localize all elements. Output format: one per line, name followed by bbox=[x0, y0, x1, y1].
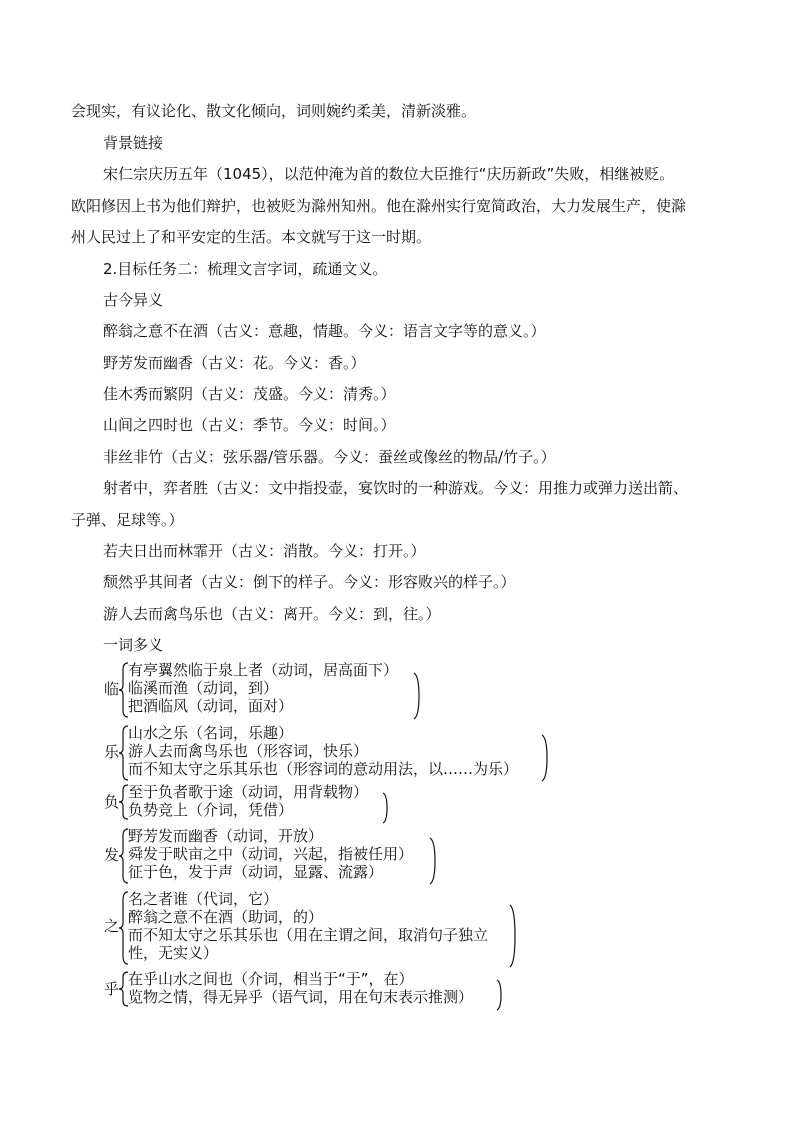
paragraph-text: 州人民过上了和平安定的生活。本文就写于这一时期。 bbox=[71, 228, 432, 246]
yici-entry: 有亭翼然临于泉上者（动词，居高面下） bbox=[128, 661, 399, 679]
yici-entry: 而不知太守之乐其乐也（形容词的意动用法，以……为乐） bbox=[128, 760, 519, 778]
yici-char: 发 bbox=[104, 846, 120, 864]
gujin-item: 若夫日出而林霏开（古义：消散。今义：打开。） bbox=[103, 542, 426, 560]
yici-char: 乎 bbox=[104, 980, 120, 998]
yici-char: 之 bbox=[104, 917, 120, 935]
yici-entry: 征于色，发于声（动词，显露、流露） bbox=[128, 863, 384, 881]
right-bracket-icon bbox=[381, 792, 391, 824]
yici-entry: 山水之乐（名词，乐趣） bbox=[128, 724, 294, 742]
yici-char: 负 bbox=[104, 793, 120, 811]
yici-entry: 而不知太守之乐其乐也（用在主谓之间，取消句子独立 bbox=[128, 926, 489, 944]
right-bracket-icon bbox=[412, 672, 422, 720]
yici-entry: 醉翁之意不在酒（助词，的） bbox=[128, 908, 324, 926]
section-heading-background: 背景链接 bbox=[103, 134, 164, 152]
yici-entry-continuation: 性，无实义） bbox=[128, 944, 219, 962]
gujin-item-continuation: 子弹、足球等。） bbox=[71, 511, 184, 529]
gujin-item: 颓然乎其间者（古义：倒下的样子。今义：形容败兴的样子。） bbox=[103, 573, 516, 591]
yici-entry: 负势竞上（介词，凭借） bbox=[128, 801, 294, 819]
gujin-item: 非丝非竹（古义：弦乐器/管乐器。今义：蚕丝或像丝的物品/竹子。） bbox=[103, 448, 556, 466]
yici-entry: 在乎山水之间也（介词，相当于“于”，在） bbox=[128, 970, 414, 988]
gujin-item: 醉翁之意不在酒（古义：意趣，情趣。今义：语言文字等的意义。） bbox=[103, 322, 546, 340]
yici-entry: 览物之情，得无异乎（语气词，用在句末表示推测） bbox=[128, 988, 474, 1006]
right-bracket-icon bbox=[508, 904, 518, 968]
task-heading: 2.目标任务二：梳理文言字词，疏通文义。 bbox=[103, 260, 388, 278]
section-heading-yici: 一词多义 bbox=[103, 636, 164, 654]
right-bracket-icon bbox=[428, 837, 438, 885]
paragraph-text: 欧阳修因上书为他们辩护，也被贬为滁州知州。他在滁州实行宽简政治，大力发展生产，使滁 bbox=[71, 197, 687, 215]
paragraph-text: 会现实，有议论化、散文化倾向，词则婉约柔美，清新淡雅。 bbox=[71, 102, 477, 120]
paragraph-text: 宋仁宗庆历五年（1045），以范仲淹为首的数位大臣推行“庆历新政”失败，相继被贬。 bbox=[103, 165, 675, 183]
section-heading-gujin: 古今异义 bbox=[103, 291, 164, 309]
yici-entry: 舜发于畎亩之中（动词，兴起，指被任用） bbox=[128, 845, 414, 863]
yici-entry: 游人去而禽鸟乐也（形容词，快乐） bbox=[128, 742, 369, 760]
gujin-item: 游人去而禽鸟乐也（古义：离开。今义：到，往。） bbox=[103, 605, 441, 623]
yici-char: 乐 bbox=[104, 743, 120, 761]
right-bracket-icon bbox=[495, 979, 505, 1011]
gujin-item: 佳木秀而繁阴（古义：茂盛。今义：清秀。） bbox=[103, 385, 396, 403]
yici-entry: 把酒临风（动词，面对） bbox=[128, 697, 294, 715]
yici-entry: 临溪而渔（动词，到） bbox=[128, 679, 279, 697]
gujin-item: 野芳发而幽香（古义：花。今义：香。） bbox=[103, 354, 366, 372]
right-bracket-icon bbox=[540, 734, 550, 782]
yici-entry: 野芳发而幽香（动词，开放） bbox=[128, 827, 324, 845]
yici-char: 临 bbox=[104, 680, 120, 698]
gujin-item: 射者中，弈者胜（古义：文中指投壶，宴饮时的一种游戏。今义：用推力或弹力送出箭、 bbox=[103, 479, 689, 497]
gujin-item: 山间之四时也（古义：季节。今义：时间。） bbox=[103, 416, 396, 434]
yici-entry: 名之者谁（代词，它） bbox=[128, 890, 279, 908]
yici-entry: 至于负者歌于途（动词，用背载物） bbox=[128, 783, 369, 801]
